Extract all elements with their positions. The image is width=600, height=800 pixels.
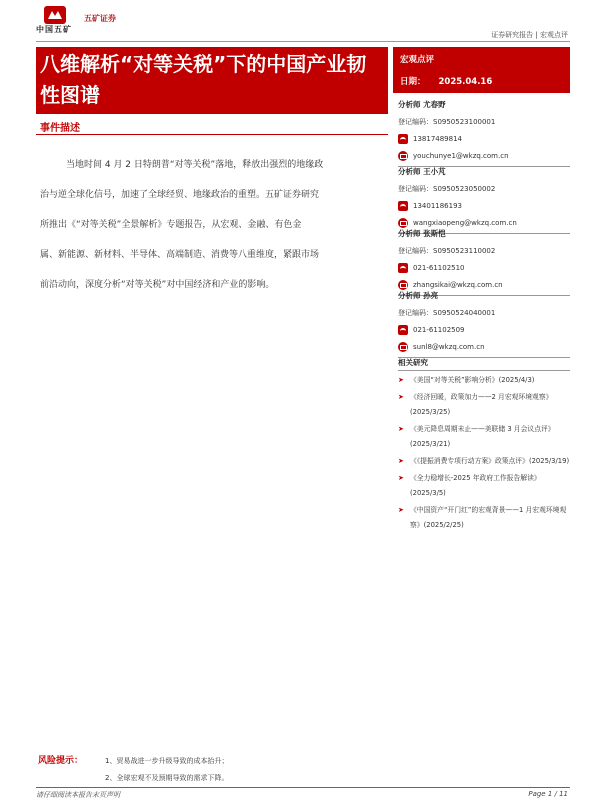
analyst-card	[398, 99, 570, 167]
related-divider	[398, 370, 570, 371]
related-item[interactable]	[398, 471, 570, 501]
analyst-name: 分析师 王小芃	[398, 167, 446, 176]
analyst-phone: 13817489814	[413, 134, 462, 143]
analyst-card	[398, 228, 570, 296]
analyst-phone-row	[398, 197, 570, 214]
phone-icon	[398, 134, 408, 144]
analyst-phone: 021-61102510	[413, 263, 465, 272]
related-item-text[interactable]: 《全力稳增长-2025 年政府工作报告解读》(2025/3/5)	[410, 474, 541, 497]
analyst-email[interactable]: youchunye1@wkzq.com.cn	[413, 151, 509, 160]
analyst-email-row[interactable]	[398, 338, 570, 355]
analyst-name: 分析师 孙亮	[398, 291, 439, 300]
risk-list	[105, 753, 228, 787]
analyst-phone: 13401186193	[413, 201, 462, 210]
analyst-phone-row	[398, 321, 570, 338]
date-label: 日期：	[400, 77, 426, 87]
risk-item: 1、贸易战进一步升级导致的成本抬升；	[105, 757, 229, 765]
email-icon	[398, 342, 408, 352]
phone-icon	[398, 201, 408, 211]
arrow-bullet-icon: ➤	[398, 393, 404, 401]
arrow-bullet-icon: ➤	[398, 376, 404, 384]
report-category: 宏观点评	[400, 55, 435, 65]
related-item-text[interactable]: 《《提振消费专项行动方案》政策点评》(2025/3/19)	[410, 457, 570, 465]
analyst-email[interactable]: wangxiaopeng@wkzq.com.cn	[413, 218, 517, 227]
report-title-line: 八维解析“对等关税”下的中国产业韧	[40, 52, 367, 76]
related-item[interactable]	[398, 390, 570, 420]
email-icon	[398, 151, 408, 161]
analyst-registration: 登记编码：S0950523100001	[398, 117, 496, 126]
arrow-bullet-icon: ➤	[398, 506, 404, 514]
paragraph-line: 治与逆全球化信号，加速了全球经贸、地缘政治的重塑。五矿证券研究	[40, 190, 320, 200]
analyst-registration: 登记编码：S0950523110002	[398, 246, 496, 255]
arrow-bullet-icon: ➤	[398, 425, 404, 433]
related-item[interactable]	[398, 454, 570, 469]
header-divider	[36, 41, 570, 42]
risk-item: 2、全球宏观不及预期导致的需求下降。	[105, 774, 229, 782]
email-icon	[398, 218, 408, 228]
phone-icon	[398, 325, 408, 335]
related-heading: 相关研究	[398, 358, 428, 367]
analyst-card	[398, 166, 570, 234]
paragraph-line: 当地时间 4 月 2 日特朗普“对等关税”落地，释放出强烈的地缘政	[66, 160, 324, 170]
breadcrumb: 证券研究报告 | 宏观点评	[491, 31, 568, 39]
analyst-registration: 登记编码：S0950524040001	[398, 308, 496, 317]
footer-divider	[36, 787, 570, 788]
risk-label: 风险提示：	[38, 756, 84, 766]
analyst-email[interactable]: zhangsikai@wkzq.com.cn	[413, 280, 503, 289]
analyst-email[interactable]: sunl8@wkzq.com.cn	[413, 342, 485, 351]
report-date	[400, 75, 492, 87]
analyst-name: 分析师 尤春野	[398, 100, 446, 109]
event-paragraph	[40, 150, 384, 300]
analyst-phone-row	[398, 130, 570, 147]
related-item-text[interactable]: 《中国资产“开门红”的宏观背景——1 月宏观环境观察》(2025/2/25)	[410, 506, 567, 529]
section-divider	[36, 134, 388, 135]
related-item[interactable]	[398, 503, 570, 533]
page-number: Page 1 / 11	[528, 790, 568, 798]
analyst-card	[398, 290, 570, 358]
report-title-line: 性图谱	[40, 83, 100, 107]
arrow-bullet-icon: ➤	[398, 474, 404, 482]
email-icon	[398, 280, 408, 290]
footer-disclaimer: 请仔细阅读本报告末页声明	[36, 791, 120, 799]
related-item[interactable]	[398, 373, 570, 388]
company-logo-icon	[44, 6, 66, 24]
company-name: 五矿证券	[84, 14, 116, 23]
logo-label: 中国五矿	[36, 25, 72, 34]
related-item[interactable]	[398, 422, 570, 452]
related-item-text[interactable]: 《美国“对等关税”影响分析》(2025/4/3)	[410, 376, 535, 384]
arrow-bullet-icon: ➤	[398, 457, 404, 465]
paragraph-line: 前沿动向，深度分析“对等关税”对中国经济和产业的影响。	[40, 280, 275, 290]
analyst-phone: 021-61102509	[413, 325, 465, 334]
related-item-text[interactable]: 《经济回暖，政策加力——2 月宏观环境观察》(2025/3/25)	[410, 393, 553, 416]
section-heading: 事件描述	[40, 123, 80, 134]
analyst-email-row[interactable]	[398, 147, 570, 164]
paragraph-line: 属、新能源、新材料、半导体、高端制造、消费等八重维度，紧跟市场	[40, 250, 320, 260]
phone-icon	[398, 263, 408, 273]
report-title	[40, 49, 386, 111]
date-value: 2025.04.16	[438, 77, 493, 87]
related-item-text[interactable]: 《美元降息周期未止——美联储 3 月会议点评》(2025/3/21)	[410, 425, 555, 448]
paragraph-line: 所推出《“对等关税”全景解析》专题报告，从宏观、金融、有色金	[40, 220, 302, 230]
analyst-name: 分析师 张斯恺	[398, 229, 446, 238]
related-list	[398, 373, 570, 535]
analyst-registration: 登记编码：S0950523050002	[398, 184, 496, 193]
analyst-phone-row	[398, 259, 570, 276]
